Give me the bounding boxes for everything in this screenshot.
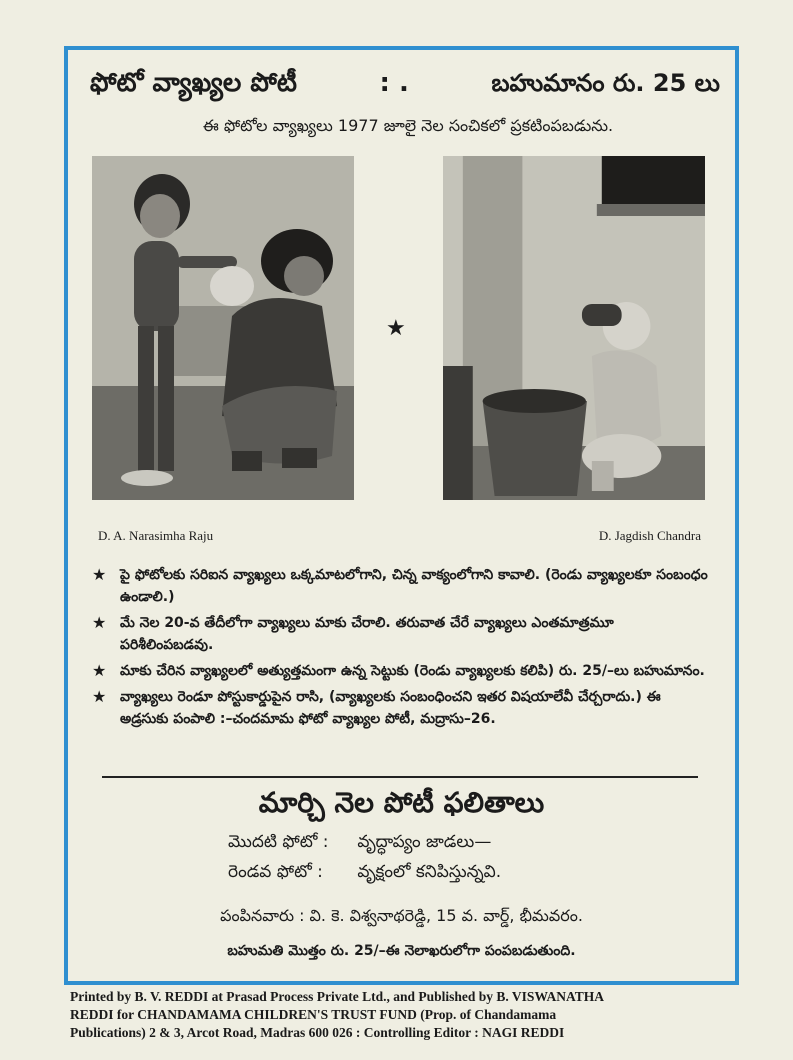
contest-subtitle: ఈ ఫోటోల వ్యాఖ్యలు 1977 జూలై నెల సంచికలో ప్రకటింపబడును. (202, 116, 614, 135)
section-divider (102, 776, 698, 778)
contest-title: ఫోటో వ్యాఖ్యల పోటీ (90, 68, 297, 98)
rule-item (90, 612, 710, 656)
imprint-footer (70, 988, 730, 1042)
star-icon: ★ (92, 661, 107, 680)
star-icon: ★ (386, 316, 406, 341)
rule-item (90, 686, 710, 730)
contest-header (90, 68, 720, 104)
result-second-value: వృక్షంలో కనిపిస్తున్నవి. (357, 862, 502, 882)
rule-item (90, 660, 710, 682)
imprint-line: Printed by B. V. REDDI at Prasad Process Private Ltd., and Published by B. VISWANATHA (70, 989, 604, 1004)
imprint-line: REDDI for CHANDAMAMA CHILDREN'S TRUST FUND (Prop. of Chandamama (70, 1007, 557, 1022)
rule-text: మాకు చేరిన వ్యాఖ్యలలో అత్యుత్తమంగా ఉన్న సెట్టుకు (రెండు వ్యాఖ్యలకు కలిపి) రు. 25/–లు బహుమానం. (120, 663, 705, 679)
result-first-label: మొదటి ఫోటో : (228, 832, 329, 852)
result-second (228, 862, 501, 886)
rule-text: పై ఫోటోలకు సరిఐన వ్యాఖ్యలు ఒక్కమాటలోగాని, చిన్న వాక్యంలోగాని కావాలి. (రెండు వ్యాఖ్యలకూ సంబంధం ఉండాలి.) (120, 567, 708, 605)
star-icon: ★ (92, 613, 107, 632)
rule-item (90, 564, 710, 608)
contest-frame (64, 46, 739, 985)
results-title: మార్చి నెల పోటీ ఫలితాలు (258, 786, 545, 819)
photo-left-image (92, 156, 354, 500)
photo-credit-left: D. A. Narasimha Raju (98, 528, 214, 543)
imprint-line: Publications) 2 & 3, Arcot Road, Madras 600 026 : Controlling Editor : NAGI REDDI (70, 1025, 565, 1040)
photo-right (443, 156, 705, 500)
rule-text: మే నెల 20-వ తేదీలోగా వ్యాఖ్యలు మాకు చేరాలి. తరువాత చేరే వ్యాఖ్యలు ఎంతమాత్రమూ పరిశీలింపబడవు. (120, 615, 614, 653)
rules-list (90, 564, 710, 734)
title-separator: : . (379, 68, 409, 98)
rule-text: వ్యాఖ్యలు రెండూ పోస్టుకార్డుపైన రాసి, (వ్యాఖ్యలకు సంబంధించని ఇతర విషయాలేవీ చేర్చరాదు.) ఈ అడ్రసుకు పంపాలి :–చందమామ ఫోటో వ్యాఖ్యల పోటీ, మద్రాసు–26. (120, 689, 661, 727)
prize-amount: బహుమానం రు. 25 లు (491, 69, 720, 97)
result-first-value: వృద్ధాప్యం జాడలు— (357, 832, 492, 852)
star-icon: ★ (92, 565, 107, 584)
winner-sender: పంపినవారు : వి. కె. విశ్వనాథరెడ్డి, 15 వ. వార్డ్, భీమవరం. (220, 906, 583, 925)
result-first (228, 832, 491, 856)
photo-credit-right: D. Jagdish Chandra (598, 528, 701, 543)
star-icon: ★ (92, 687, 107, 706)
photo-right-image (443, 156, 705, 500)
result-second-label: రెండవ ఫోటో : (228, 862, 323, 882)
photo-left (92, 156, 354, 500)
prize-note: బహుమతి మొత్తం రు. 25/–ఈ నెలాఖరులోగా పంపబడుతుంది. (227, 943, 576, 959)
